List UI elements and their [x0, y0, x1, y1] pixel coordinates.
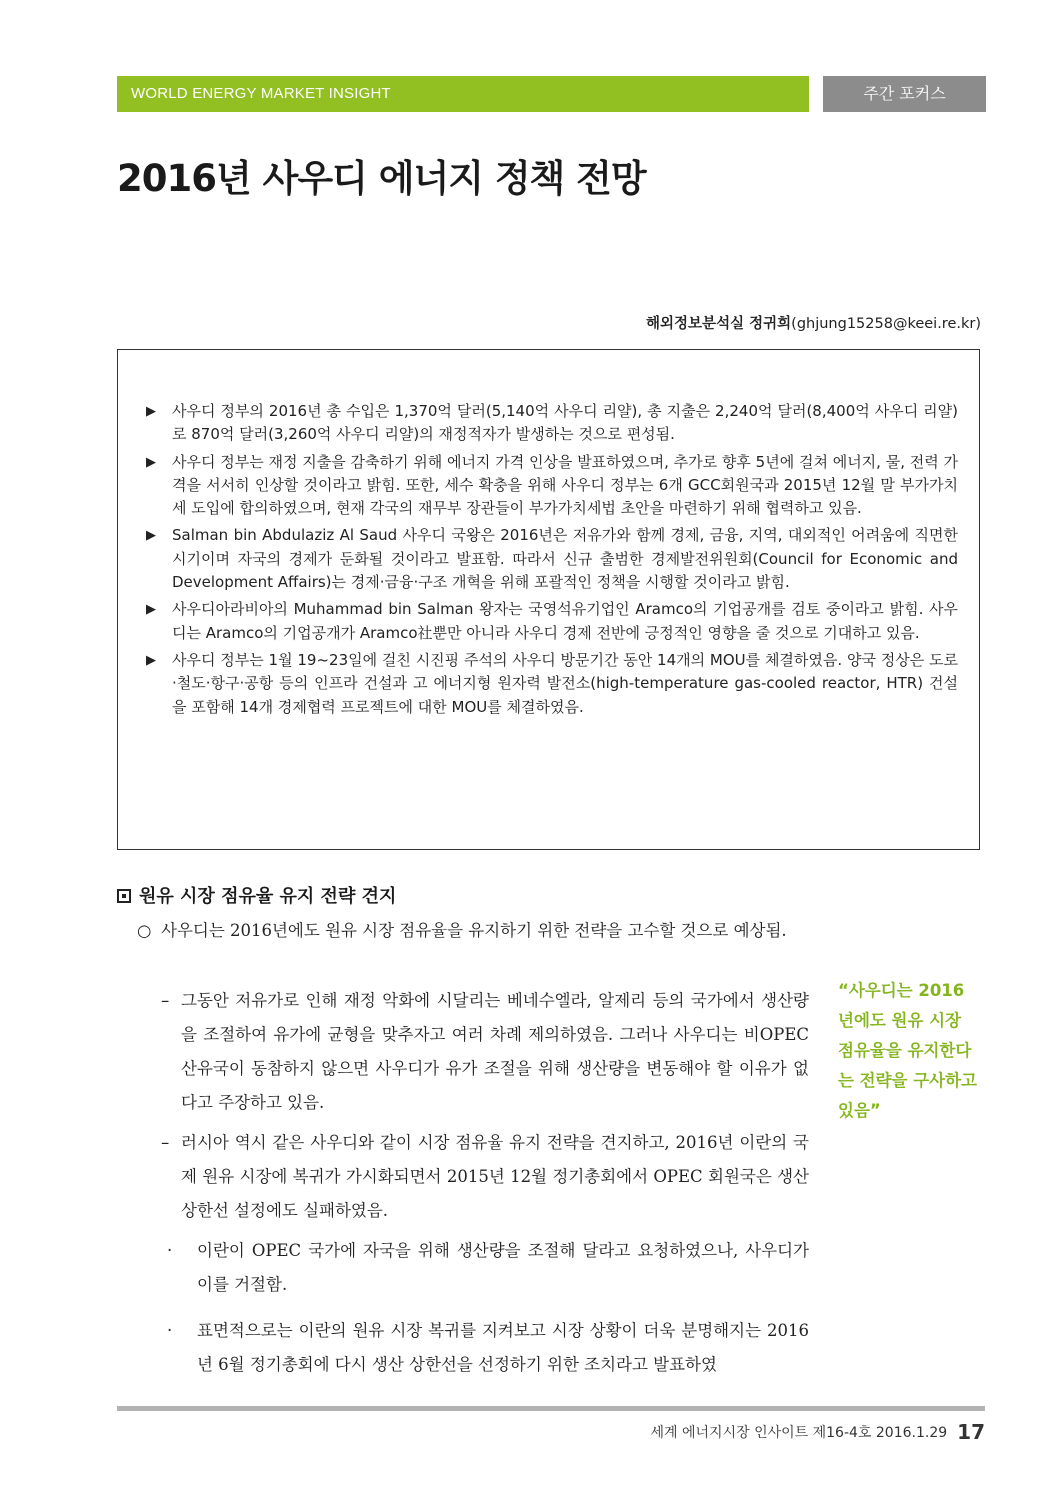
summary-item: ▶ 사우디 정부는 1월 19~23일에 걸친 시진핑 주석의 사우디 방문기간 동안 14개의 MOU를 체결하였음. 양국 정상은 도로·철도·항구·공항 등의 인프라 건설과 고 에너지형 원자력 발전소(high-temperature gas-cooled reactor, HTR) 건설을 포함해 14개 경제협력 프로젝트에 대한 MOU를 체결하였음.: [146, 650, 958, 716]
summary-item: ▶ Salman bin Abdulaziz Al Saud 사우디 국왕은 2016년은 저유가와 함께 경제, 금융, 지역, 대외적인 어려움에 직면한 시기이며 자국의 경제가 둔화될 것이라고 발표함. 따라서 신규 출범한 경제발전위원회(Council for Economic and Development Affairs)는 경제·금융·구조 개혁을 위해 포괄적인 정책을 시행할 것이라고 밝힘.: [146, 526, 958, 592]
section-tag: 주간 포커스: [823, 76, 986, 112]
summary-box: [117, 349, 980, 850]
dot-item: · 표면적으로는 이란의 원유 시장 복귀를 지켜보고 시장 상황이 더욱 분명해지는 2016년 6월 정기총회에 다시 생산 상한선을 선정하기 위한 조치라고 발표하였: [167, 1314, 809, 1382]
dash-bullet-icon: –: [161, 1133, 170, 1152]
bullet-arrow-icon: ▶: [146, 404, 156, 419]
dot-item: · 이란이 OPEC 국가에 자국을 위해 생산량을 조절해 달라고 요청하였으나, 사우디가 이를 거절함.: [167, 1234, 809, 1302]
intro-paragraph: ○ 사우디는 2016년에도 원유 시장 점유율을 유지하기 위한 전략을 고수할 것으로 예상됨.: [137, 914, 809, 948]
bullet-arrow-icon: ▶: [146, 528, 156, 544]
author-email: (ghjung15258@keei.re.kr): [791, 316, 981, 332]
summary-item: ▶ 사우디아라비아의 Muhammad bin Salman 왕자는 국영석유기업인 Aramco의 기업공개를 검토 중이라고 밝힘. 사우디는 Aramco의 기업공개가 Aramco社뿐만 아니라 사우디 경제 전반에 긍정적인 영향을 줄 것으로 기대하고 있음.: [146, 600, 958, 642]
summary-item: ▶ 사우디 정부는 재정 지출을 감축하기 위해 에너지 가격 인상을 발표하였으며, 추가로 향후 5년에 걸쳐 에너지, 물, 전력 가격을 서서히 인상할 것이라고 밝힘. 또한, 세수 확충을 위해 사우디 정부는 6개 GCC회원국과 2015년 12월 말 부가가치세 도입에 합의하였으며, 현재 각국의 재무부 장관들이 부가가치세법 초안을 마련하기 위해 협력하고 있음.: [146, 452, 958, 518]
header-bar: [117, 76, 809, 112]
dash-bullet-icon: –: [161, 991, 170, 1010]
square-bullet-icon: [117, 889, 131, 903]
section-heading: 원유 시장 점유율 유지 전략 견지: [117, 882, 396, 908]
author-name: 해외정보분석실 정귀희: [646, 316, 792, 332]
pull-quote: “사우디는 2016년에도 원유 시장 점유율을 유지한다는 전략을 구사하고 있음”: [838, 981, 978, 1120]
bullet-arrow-icon: ▶: [146, 602, 156, 618]
dash-item: – 그동안 저유가로 인해 재정 악화에 시달리는 베네수엘라, 알제리 등의 국가에서 생산량을 조절하여 유가에 균형을 맞추자고 여러 차례 제의하였음. 그러나 사우디는 비OPEC 산유국이 동참하지 않으면 사우디가 유가 조절을 위해 생산량을 변동해야 할 이유가 없다고 주장하고 있음.: [161, 984, 809, 1120]
page-number: 17: [957, 1420, 985, 1444]
dash-item: – 러시아 역시 같은 사우디와 같이 시장 점유율 유지 전략을 견지하고, 2016년 이란의 국제 원유 시장에 복귀가 가시화되면서 2015년 12월 정기총회에서 OPEC 회원국은 생산 상한선 설정에도 실패하였음.: [161, 1126, 809, 1228]
footer-divider: [117, 1406, 985, 1411]
circle-bullet-icon: ○: [137, 921, 152, 940]
dot-bullet-icon: ·: [167, 1241, 173, 1260]
bullet-arrow-icon: ▶: [146, 454, 156, 470]
series-label: WORLD ENERGY MARKET INSIGHT: [131, 85, 391, 102]
page-title: 2016년 사우디 에너지 정책 전망: [117, 157, 646, 200]
summary-item: ▶ 사우디 정부의 2016년 총 수입은 1,370억 달러(5,140억 사우디 리얄), 총 지출은 2,240억 달러(8,400억 사우디 리얄)로 870억 달러(3,260억 사우디 리얄)의 재정적자가 발생하는 것으로 편성됨.: [146, 402, 958, 444]
bullet-arrow-icon: ▶: [146, 652, 156, 668]
dot-bullet-icon: ·: [167, 1321, 173, 1340]
footer: [651, 1420, 985, 1444]
footer-publication: 세계 에너지시장 인사이트 제16-4호 2016.1.29: [650, 1425, 948, 1441]
author-line: [646, 312, 981, 333]
summary-list: [146, 400, 958, 723]
